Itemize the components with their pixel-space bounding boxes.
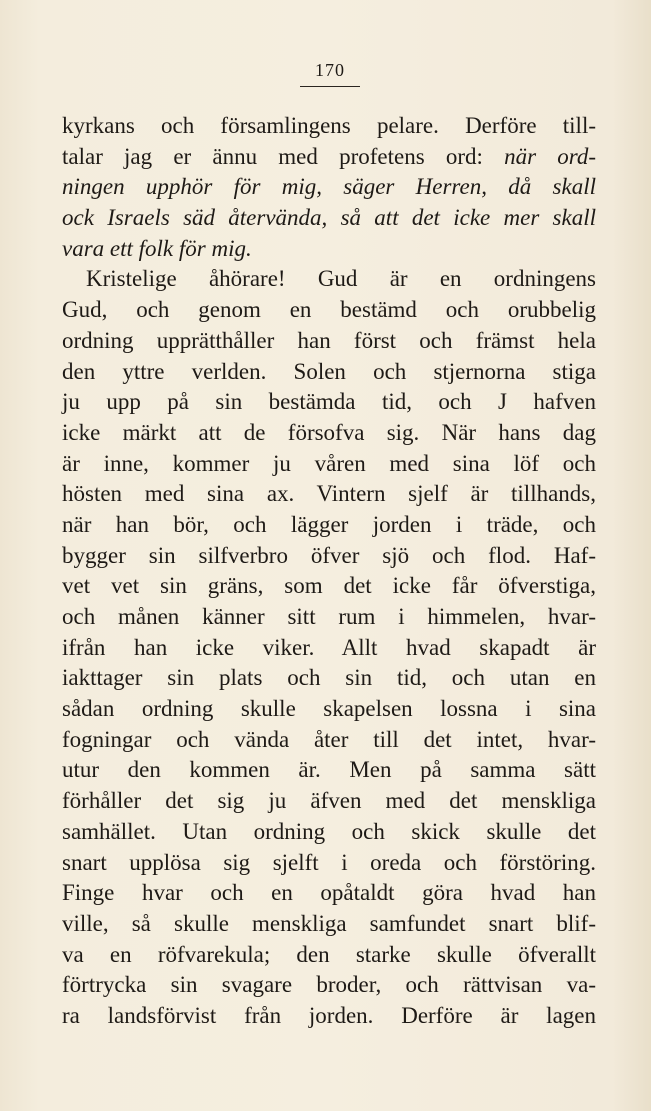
text-line bbox=[62, 234, 596, 265]
text-line bbox=[62, 357, 596, 388]
text-line bbox=[62, 510, 596, 541]
text-line bbox=[62, 264, 596, 295]
text-line bbox=[62, 449, 596, 480]
text-run: hösten med sina ax. Vintern sjelf är tillhands, bbox=[62, 481, 596, 507]
text-line bbox=[62, 694, 596, 725]
text-run: förhåller det sig ju äfven med det menskliga bbox=[62, 788, 596, 814]
text-line bbox=[62, 1001, 596, 1032]
text-run: sådan ordning skulle skapelsen lossna i sina bbox=[62, 696, 596, 722]
text-run: när han bör, och lägger jorden i träde, och bbox=[62, 511, 596, 537]
text-line bbox=[62, 326, 596, 357]
text-run: icke märkt att de försofva sig. När hans dag bbox=[62, 419, 596, 445]
text-line bbox=[62, 755, 596, 786]
text-run: ra landsförvist från jorden. Derföre är lagen bbox=[62, 1002, 596, 1028]
text-run: Finge hvar och en opåtaldt göra hvad han bbox=[62, 880, 596, 906]
text-run-italic: vara ett folk för mig. bbox=[62, 235, 252, 261]
body-text bbox=[62, 111, 596, 1032]
text-line bbox=[62, 142, 596, 173]
text-run: vet vet sin gräns, som det icke får öfverstiga, bbox=[62, 573, 596, 599]
text-line bbox=[62, 541, 596, 572]
text-line bbox=[62, 602, 596, 633]
text-run: är inne, kommer ju våren med sina löf och bbox=[62, 450, 596, 476]
text-run-italic: när ord- bbox=[504, 143, 596, 169]
text-line bbox=[62, 970, 596, 1001]
text-line bbox=[62, 633, 596, 664]
text-run: snart upplösa sig sjelft i oreda och förstöring. bbox=[62, 849, 596, 875]
text-line bbox=[62, 571, 596, 602]
page-number-rule bbox=[300, 86, 360, 87]
text-run-italic: ningen upphör för mig, säger Herren, då skall bbox=[62, 174, 596, 200]
text-run: utur den kommen är. Men på samma sätt bbox=[62, 757, 596, 783]
text-line bbox=[62, 203, 596, 234]
text-run: ifrån han icke viker. Allt hvad skapadt är bbox=[62, 634, 596, 660]
text-run: ordning upprätthåller han först och främst hela bbox=[62, 327, 596, 353]
text-line bbox=[62, 786, 596, 817]
text-run: den yttre verlden. Solen och stjernorna stiga bbox=[62, 358, 596, 384]
text-run: samhället. Utan ordning och skick skulle det bbox=[62, 818, 596, 844]
text-line bbox=[62, 725, 596, 756]
text-line bbox=[62, 663, 596, 694]
text-line bbox=[62, 940, 596, 971]
text-line bbox=[62, 295, 596, 326]
text-run: ju upp på sin bestämda tid, och J hafven bbox=[62, 389, 596, 415]
text-line bbox=[62, 479, 596, 510]
text-run: förtrycka sin svagare broder, och rättvisan va- bbox=[62, 972, 596, 998]
text-line bbox=[62, 172, 596, 203]
text-run: talar jag er ännu med profetens ord: bbox=[62, 143, 505, 169]
text-run: ville, så skulle menskliga samfundet snart blif- bbox=[62, 910, 596, 936]
text-run: bygger sin silfverbro öfver sjö och flod. Haf- bbox=[62, 542, 596, 568]
text-line bbox=[62, 111, 596, 142]
text-run: Kristelige åhörare! Gud är en ordningens bbox=[86, 266, 596, 292]
text-run: Gud, och genom en bestämd och orubbelig bbox=[62, 297, 596, 323]
text-run: va en röfvarekula; den starke skulle öfverallt bbox=[62, 941, 596, 967]
text-run: fogningar och vända åter till det intet, hvar- bbox=[62, 726, 596, 752]
text-line bbox=[62, 418, 596, 449]
text-run-italic: ock Israels säd återvända, så att det icke mer skall bbox=[62, 205, 596, 231]
text-run: kyrkans och församlingens pelare. Derföre till- bbox=[62, 113, 596, 138]
text-run: iakttager sin plats och sin tid, och utan en bbox=[62, 665, 596, 691]
text-line bbox=[62, 878, 596, 909]
text-line bbox=[62, 848, 596, 879]
text-run: och månen känner sitt rum i himmelen, hvar- bbox=[62, 604, 596, 629]
text-line bbox=[62, 909, 596, 940]
page-number: 170 bbox=[315, 60, 345, 80]
text-line bbox=[62, 817, 596, 848]
text-line bbox=[62, 387, 596, 418]
